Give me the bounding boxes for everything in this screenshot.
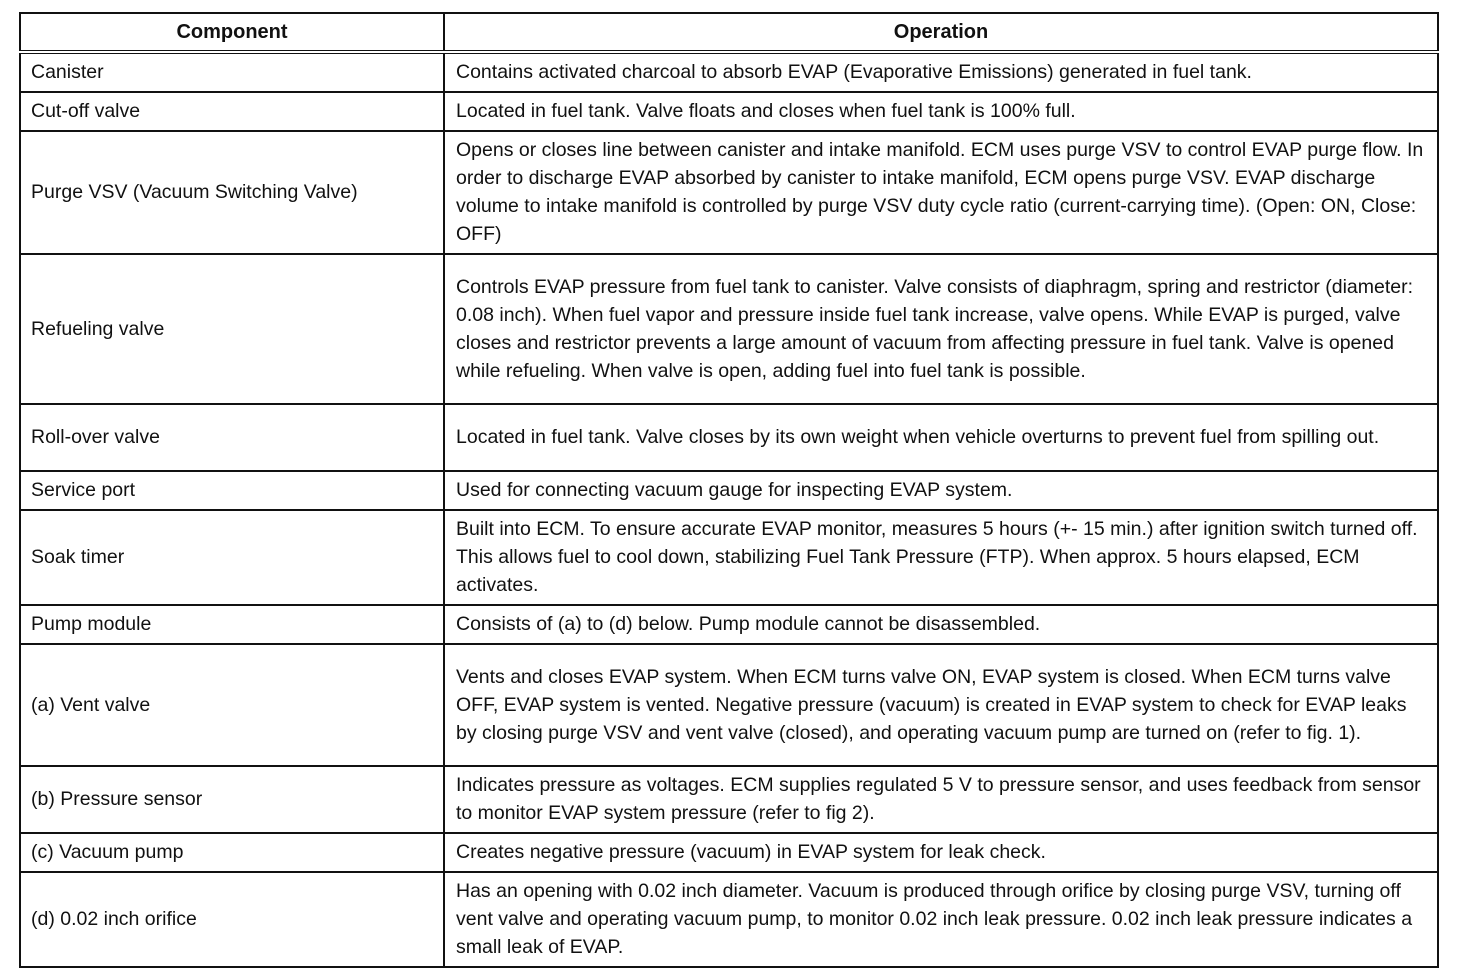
component-cell: (a) Vent valve	[20, 644, 444, 766]
evap-components-table	[19, 12, 1439, 968]
component-cell: Pump module	[20, 605, 444, 644]
operation-cell: Located in fuel tank. Valve floats and closes when fuel tank is 100% full.	[444, 92, 1438, 131]
component-cell: Soak timer	[20, 510, 444, 605]
component-cell: Roll-over valve	[20, 404, 444, 471]
table-row	[20, 254, 1438, 404]
operation-cell: Built into ECM. To ensure accurate EVAP monitor, measures 5 hours (+- 15 min.) after ignition switch turned off. This allows fuel to cool down, stabilizing Fuel Tank Pressure (FTP). When approx. 5 hours elapsed, ECM activates.	[444, 510, 1438, 605]
operation-cell: Indicates pressure as voltages. ECM supplies regulated 5 V to pressure sensor, and uses feedback from sensor to monitor EVAP system pressure (refer to fig 2).	[444, 766, 1438, 833]
component-cell: Cut-off valve	[20, 92, 444, 131]
column-header-component: Component	[20, 13, 444, 52]
operation-cell: Vents and closes EVAP system. When ECM turns valve ON, EVAP system is closed. When ECM turns valve OFF, EVAP system is vented. Negative pressure (vacuum) is created in EVAP system to check for EVAP leaks by closing purge VSV and vent valve (closed), and operating vacuum pump are turned on (refer to fig. 1).	[444, 644, 1438, 766]
operation-cell: Opens or closes line between canister and intake manifold. ECM uses purge VSV to control EVAP purge flow. In order to discharge EVAP absorbed by canister to intake manifold, ECM opens purge VSV. EVAP discharge volume to intake manifold is controlled by purge VSV duty cycle ratio (current-carrying time). (Open: ON, Close: OFF)	[444, 131, 1438, 254]
column-header-operation: Operation	[444, 13, 1438, 52]
operation-cell: Contains activated charcoal to absorb EVAP (Evaporative Emissions) generated in fuel tank.	[444, 52, 1438, 92]
table-row	[20, 510, 1438, 605]
table-row	[20, 52, 1438, 92]
table-row	[20, 471, 1438, 510]
table-row	[20, 833, 1438, 872]
component-cell: (c) Vacuum pump	[20, 833, 444, 872]
table-row	[20, 644, 1438, 766]
operation-cell: Controls EVAP pressure from fuel tank to canister. Valve consists of diaphragm, spring and restrictor (diameter: 0.08 inch). When fuel vapor and pressure inside fuel tank increase, valve opens. While EVAP is purged, valve closes and restrictor prevents a large amount of vacuum from affecting pressure in fuel tank. Valve is opened while refueling. When valve is open, adding fuel into fuel tank is possible.	[444, 254, 1438, 404]
component-cell: Service port	[20, 471, 444, 510]
operation-cell: Consists of (a) to (d) below. Pump module cannot be disassembled.	[444, 605, 1438, 644]
table-row	[20, 872, 1438, 967]
table-header-row	[20, 13, 1438, 52]
component-cell: Canister	[20, 52, 444, 92]
table-row	[20, 404, 1438, 471]
operation-cell: Used for connecting vacuum gauge for inspecting EVAP system.	[444, 471, 1438, 510]
operation-cell: Creates negative pressure (vacuum) in EVAP system for leak check.	[444, 833, 1438, 872]
component-cell: (d) 0.02 inch orifice	[20, 872, 444, 967]
component-cell: Purge VSV (Vacuum Switching Valve)	[20, 131, 444, 254]
operation-cell: Located in fuel tank. Valve closes by its own weight when vehicle overturns to prevent fuel from spilling out.	[444, 404, 1438, 471]
table-row	[20, 131, 1438, 254]
component-cell: (b) Pressure sensor	[20, 766, 444, 833]
operation-cell: Has an opening with 0.02 inch diameter. Vacuum is produced through orifice by closing purge VSV, turning off vent valve and operating vacuum pump, to monitor 0.02 inch leak pressure. 0.02 inch leak pressure indicates a small leak of EVAP.	[444, 872, 1438, 967]
table-row	[20, 92, 1438, 131]
table-row	[20, 766, 1438, 833]
table-row	[20, 605, 1438, 644]
component-cell: Refueling valve	[20, 254, 444, 404]
